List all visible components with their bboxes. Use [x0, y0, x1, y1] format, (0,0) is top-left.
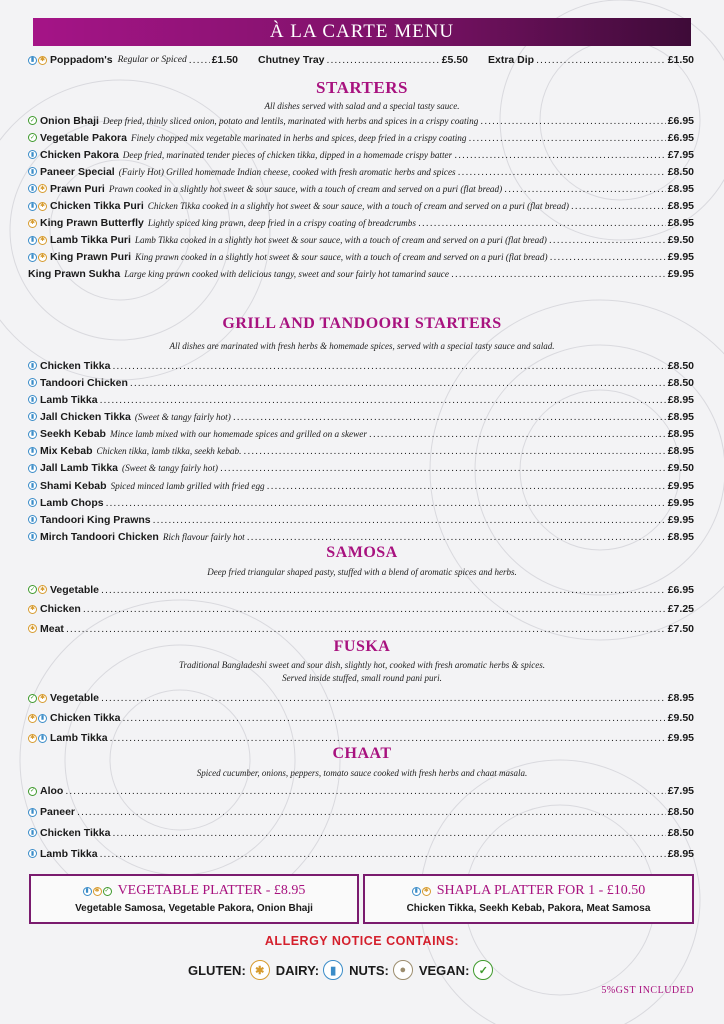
item-price: £1.50	[211, 54, 238, 66]
grill-list	[28, 357, 694, 546]
vegan-icon: ✓	[29, 788, 36, 795]
allergen-icons	[28, 116, 37, 125]
dot-leader	[504, 183, 666, 195]
section-subtitle-grill: All dishes are marinated with fresh herbs & homemade spices, served with a special tasty sauce and salad.	[169, 341, 555, 351]
item-price: £9.95	[667, 268, 694, 281]
legend-label: VEGAN:	[418, 962, 470, 978]
item-desc: Regular or Spiced	[117, 55, 187, 65]
item-price: £8.95	[667, 847, 694, 860]
dairy-icon: ▮	[28, 532, 37, 541]
item-price: £9.95	[667, 251, 694, 264]
item-name: Lamb Tikka	[40, 847, 98, 860]
menu-item-row	[28, 146, 694, 163]
gluten-icon: ✱	[39, 57, 46, 63]
item-price: £8.50	[667, 826, 694, 839]
item-name: Jall Lamb Tikka	[40, 462, 119, 475]
item-desc: Chicken Tikka cooked in a slightly hot sweet & sour sauce, with a touch of cream and served on a puri (flat bread)	[147, 201, 569, 212]
item-name: Vegetable	[50, 692, 100, 704]
menu-banner: À LA CARTE MENU	[33, 18, 691, 46]
dairy-icon: ▮	[28, 412, 37, 421]
item-name: Vegetable	[50, 583, 100, 596]
allergen-icons	[28, 481, 37, 490]
allergen-icons	[28, 734, 47, 743]
vegan-icon: ✓	[29, 695, 36, 701]
item-name: Lamb Tikka	[50, 732, 108, 744]
menu-item-row	[28, 511, 694, 528]
item-name: Seekh Kebab	[40, 428, 106, 441]
platter-desc: Chicken Tikka, Seekh Kebab, Pakora, Meat Samosa	[406, 903, 651, 914]
vegan-icon: ✓	[29, 586, 36, 593]
section-title-chaat: CHAAT	[332, 745, 392, 762]
item-desc: Deep fried, thinly sliced onion, potato and lentils, marinated with herbs and spices in a crispy coating	[102, 115, 479, 126]
dot-leader	[100, 394, 666, 406]
item-price: £8.95	[667, 692, 694, 704]
menu-item-row	[28, 391, 694, 408]
item-name: Tandoori King Prawns	[40, 513, 151, 526]
item-name: Chicken Tikka	[40, 826, 111, 839]
allergen-icons	[28, 56, 47, 65]
allergen-icons	[28, 236, 47, 245]
platter-title: VEGETABLE PLATTER - £8.95	[117, 883, 306, 898]
dairy-icon: ▮	[38, 714, 47, 723]
dot-leader	[189, 54, 210, 66]
dairy-icon: ▮	[28, 202, 37, 211]
item-name: Lamb Tikka Puri	[50, 234, 131, 247]
item-price: £7.95	[667, 148, 694, 161]
item-name: Chutney Tray	[258, 54, 325, 66]
item-price: £8.50	[667, 359, 694, 372]
allergen-icons	[28, 828, 37, 837]
item-name: Lamb Chops	[40, 496, 104, 509]
dot-leader	[369, 428, 666, 440]
allergen-icons	[28, 447, 37, 456]
gluten-icon: ✱	[39, 695, 46, 701]
vegan-icon: ✓	[29, 134, 36, 141]
section-title-samosa: SAMOSA	[326, 544, 398, 561]
gluten-icon: ✱	[39, 203, 46, 210]
dot-leader	[536, 54, 666, 66]
allergen-icons	[28, 694, 47, 703]
item-desc: (Fairly Hot) Grilled homemade Indian cheese, cooked with fresh aromatic herbs and spices	[118, 166, 456, 177]
item-price: £9.95	[667, 496, 694, 509]
dot-leader	[550, 251, 666, 263]
allergen-icons	[28, 361, 37, 370]
dot-leader	[101, 692, 666, 704]
section-subtitle-fuska-2: Served inside stuffed, small round pani puri.	[282, 673, 442, 683]
dairy-icon: ▮	[28, 56, 37, 65]
allergen-icons	[28, 219, 37, 228]
menu-item-row	[28, 129, 694, 146]
dot-leader	[100, 848, 666, 860]
dot-leader	[153, 514, 666, 526]
menu-item-row	[28, 600, 694, 620]
item-price: £9.50	[667, 234, 694, 247]
menu-item-row	[28, 180, 694, 197]
menu-item-row	[28, 426, 694, 443]
dot-leader	[454, 149, 666, 161]
item-desc: Lightly spiced king prawn, deep fried in a crispy coating of breadcrumbs	[147, 218, 416, 229]
samosa-list	[28, 580, 694, 639]
dairy-icon: ▮	[28, 464, 37, 473]
item-name: Prawn Puri	[50, 182, 105, 195]
starters-list	[28, 112, 694, 283]
dot-leader	[122, 712, 665, 724]
item-name: Chicken	[40, 603, 81, 616]
menu-item-row	[28, 619, 694, 639]
platter-title-row	[365, 883, 692, 899]
item-name: Paneer Special	[40, 165, 115, 178]
item-desc: King prawn cooked in a slightly hot sweet & sour sauce, with a touch of cream and served on a puri (flat bread)	[135, 252, 548, 263]
shapla-platter-box	[363, 874, 694, 924]
menu-item-row	[28, 408, 694, 425]
legend-nuts	[349, 960, 413, 980]
wheat-icon: ✱	[250, 960, 270, 980]
item-price: £8.95	[667, 445, 694, 458]
dot-leader	[451, 268, 666, 280]
menu-item-row	[28, 781, 694, 802]
dairy-icon: ▮	[28, 253, 37, 262]
item-desc: Deep fried, marinated tender pieces of chicken tikka, dipped in a homemade crispy batter	[122, 149, 453, 160]
item-price: £8.50	[667, 376, 694, 389]
item-price: £6.95	[667, 583, 694, 596]
gluten-icon: ✱	[29, 606, 36, 613]
allergen-icons	[28, 532, 37, 541]
dairy-icon: ▮	[28, 150, 37, 159]
dot-leader	[106, 497, 666, 509]
allergen-icons	[28, 624, 37, 633]
peanut-icon: ●	[393, 960, 413, 980]
menu-item-row	[28, 357, 694, 374]
gluten-icon: ✱	[29, 735, 36, 741]
dot-leader	[247, 531, 666, 543]
gluten-icon: ✱	[94, 888, 100, 894]
gluten-icon: ✱	[39, 237, 46, 244]
item-price: £6.95	[667, 131, 694, 144]
item-price: £8.95	[667, 182, 694, 195]
dairy-icon: ▮	[28, 498, 37, 507]
item-name: Mirch Tandoori Chicken	[40, 530, 159, 543]
item-desc: Large king prawn cooked with delicious tangy, sweet and sour fairly hot tamarind sauce	[124, 269, 449, 280]
menu-item-row	[28, 494, 694, 511]
item-desc: Rich flavour fairly hot	[162, 531, 245, 542]
allergen-icons	[28, 498, 37, 507]
menu-item-row	[28, 708, 694, 728]
section-subtitle-fuska: Traditional Bangladeshi sweet and sour dish, slightly hot, cooked with fresh aromatic herbs & spices.	[178, 660, 546, 670]
item-name: Tandoori Chicken	[40, 376, 128, 389]
item-price: £9.50	[667, 462, 694, 475]
item-price: £7.50	[667, 622, 694, 635]
legend-vegan	[419, 960, 494, 980]
legend-gluten	[188, 960, 270, 980]
dot-leader	[243, 445, 665, 457]
dot-leader	[101, 584, 666, 596]
allergen-icons	[28, 787, 37, 796]
dairy-icon: ▮	[28, 167, 37, 176]
item-price: £9.95	[667, 479, 694, 492]
item-price: £6.95	[667, 114, 694, 127]
item-name: Vegetable Pakora	[40, 131, 127, 144]
item-name: Aloo	[40, 785, 64, 798]
menu-item-row	[28, 112, 694, 129]
top-items-row	[28, 53, 694, 67]
dot-leader	[130, 377, 666, 389]
menu-item-row	[28, 843, 694, 864]
menu-item-row	[28, 443, 694, 460]
dairy-icon: ▮	[83, 887, 92, 896]
item-name: King Prawn Butterfly	[40, 217, 144, 230]
gluten-icon: ✱	[39, 185, 46, 192]
item-desc: Prawn cooked in a slightly hot sweet & sour sauce, with a touch of cream and served on a puri (flat bread)	[108, 183, 503, 194]
section-title-grill: GRILL AND TANDOORI STARTERS	[222, 315, 502, 332]
dot-leader	[220, 462, 666, 474]
vegan-check-icon: ✓	[473, 960, 493, 980]
item-price: £9.95	[667, 513, 694, 526]
item-desc: (Sweet & tangy fairly hot)	[122, 463, 218, 474]
top-item-extra-dip	[488, 53, 694, 67]
dot-leader	[112, 827, 665, 839]
dot-leader	[549, 234, 666, 246]
section-title-fuska: FUSKA	[333, 638, 391, 655]
menu-item-row	[28, 580, 694, 600]
menu-item-row	[28, 823, 694, 844]
menu-item-row	[28, 163, 694, 180]
dairy-icon: ▮	[38, 734, 47, 743]
item-desc: Lamb Tikka cooked in a slightly hot sweet & sour sauce, with a touch of cream and served on a puri (flat bread)	[134, 235, 547, 246]
allergen-icons	[28, 202, 47, 211]
vegan-icon: ✓	[29, 117, 36, 124]
item-price: £8.50	[667, 806, 694, 819]
dairy-icon: ▮	[28, 184, 37, 193]
item-price: £8.95	[667, 530, 694, 543]
dot-leader	[267, 480, 666, 492]
item-name: Chicken Tikka	[40, 359, 111, 372]
item-price: £1.50	[667, 54, 694, 66]
menu-item-row	[28, 232, 694, 249]
dot-leader	[480, 115, 665, 127]
allergen-icons	[83, 887, 112, 896]
item-name: Mix Kebab	[40, 445, 93, 458]
item-name: Chicken Tikka Puri	[50, 200, 144, 213]
item-price: £8.50	[667, 165, 694, 178]
item-price: £9.50	[667, 712, 694, 724]
allergen-icons	[28, 378, 37, 387]
item-price: £7.95	[667, 785, 694, 798]
item-name: Onion Bhaji	[40, 114, 99, 127]
item-price: £9.95	[667, 732, 694, 744]
dot-leader	[77, 806, 666, 818]
dot-leader	[110, 732, 666, 744]
allergen-icons	[28, 184, 47, 193]
dairy-icon: ▮	[28, 395, 37, 404]
fuska-list	[28, 688, 694, 748]
item-name: Poppadom's	[50, 54, 113, 66]
chaat-list	[28, 781, 694, 864]
allergen-icons	[412, 887, 431, 896]
allergen-icons	[28, 515, 37, 524]
vegan-icon: ✓	[104, 888, 110, 894]
dot-leader	[571, 200, 666, 212]
allergen-icons	[28, 849, 37, 858]
legend-label: NUTS:	[349, 962, 389, 978]
allergen-icons	[28, 605, 37, 614]
dairy-icon: ▮	[28, 849, 37, 858]
gst-note: 5%GST INCLUDED	[601, 985, 694, 996]
gluten-icon: ✱	[423, 888, 429, 894]
dairy-icon: ▮	[412, 887, 421, 896]
dairy-icon: ▮	[28, 515, 37, 524]
item-price: £8.95	[667, 217, 694, 230]
item-price: £8.95	[667, 410, 694, 423]
item-desc: Mince lamb mixed with our homemade spices and grilled on a skewer	[109, 429, 367, 440]
top-item-chutney	[258, 53, 468, 67]
allergen-icons	[28, 253, 47, 262]
gluten-icon: ✱	[29, 715, 36, 721]
menu-item-row	[28, 197, 694, 214]
legend-label: DAIRY:	[275, 962, 320, 978]
platter-title-row	[31, 883, 357, 899]
dairy-icon: ▮	[28, 828, 37, 837]
allergen-icons	[28, 150, 37, 159]
dot-leader	[469, 132, 666, 144]
item-desc: Chicken tikka, lamb tikka, seekh kebab.	[96, 446, 242, 457]
section-title-starters: STARTERS	[316, 78, 408, 97]
item-name: Meat	[40, 622, 64, 635]
gluten-icon: ✱	[29, 220, 36, 227]
gluten-icon: ✱	[39, 586, 46, 593]
allergen-icons	[28, 585, 47, 594]
allergen-icons	[28, 430, 37, 439]
legend-label: GLUTEN:	[188, 962, 246, 978]
milk-bottle-icon: ▮	[323, 960, 343, 980]
allergen-icons	[28, 133, 37, 142]
section-subtitle-samosa: Deep fried triangular shaped pasty, stuffed with a blend of aromatic spices and herbs.	[207, 567, 517, 577]
section-subtitle-starters: All dishes served with salad and a special tasty sauce.	[264, 101, 460, 111]
menu-item-row	[28, 249, 694, 266]
platter-title: SHAPLA PLATTER FOR 1 - £10.50	[436, 883, 646, 898]
menu-item-row	[28, 688, 694, 708]
gluten-icon: ✱	[29, 625, 36, 632]
allergy-notice-title: ALLERGY NOTICE CONTAINS:	[264, 934, 460, 948]
dot-leader	[112, 360, 665, 372]
allergen-icons	[28, 464, 37, 473]
platter-desc: Vegetable Samosa, Vegetable Pakora, Onion Bhaji	[75, 903, 313, 914]
allergen-icons	[28, 167, 37, 176]
item-price: £8.95	[667, 393, 694, 406]
menu-item-row	[28, 266, 694, 283]
allergen-icons	[28, 808, 37, 817]
allergen-icons	[28, 714, 47, 723]
dairy-icon: ▮	[28, 236, 37, 245]
dairy-icon: ▮	[28, 430, 37, 439]
allergy-legend	[188, 958, 548, 982]
item-name: Lamb Tikka	[40, 393, 98, 406]
dot-leader	[233, 411, 666, 423]
dot-leader	[327, 54, 440, 66]
gluten-icon: ✱	[39, 254, 46, 261]
allergen-icons	[28, 412, 37, 421]
menu-item-row	[28, 802, 694, 823]
legend-dairy	[276, 960, 343, 980]
item-name: Chicken Pakora	[40, 148, 119, 161]
item-name: King Prawn Sukha	[28, 268, 121, 281]
item-desc: Finely chopped mix vegetable marinated in herbs and spices, deep fried in a crispy coating	[130, 132, 467, 143]
item-name: Shami Kebab	[40, 479, 107, 492]
dairy-icon: ▮	[28, 447, 37, 456]
item-name: Paneer	[40, 806, 76, 819]
item-price: £8.95	[667, 428, 694, 441]
item-name: Jall Chicken Tikka	[40, 410, 131, 423]
item-desc: Spiced minced lamb grilled with fried egg	[110, 480, 265, 491]
item-price: £5.50	[441, 54, 468, 66]
dairy-icon: ▮	[28, 481, 37, 490]
menu-item-row	[28, 477, 694, 494]
dot-leader	[66, 623, 666, 635]
dairy-icon: ▮	[28, 378, 37, 387]
menu-item-row	[28, 528, 694, 545]
item-price: £7.25	[667, 603, 694, 616]
item-price: £8.95	[667, 200, 694, 213]
menu-item-row	[28, 374, 694, 391]
dot-leader	[65, 785, 665, 797]
section-subtitle-chaat: Spiced cucumber, onions, peppers, tomato sauce cooked with fresh herbs and chaat masala.	[196, 768, 528, 778]
item-desc: (Sweet & tangy fairly hot)	[134, 411, 231, 422]
item-name: Extra Dip	[488, 54, 535, 66]
dot-leader	[458, 166, 666, 178]
dot-leader	[418, 217, 666, 229]
menu-item-row	[28, 460, 694, 477]
top-item-poppadoms	[28, 53, 238, 67]
item-name: Chicken Tikka	[50, 712, 121, 724]
dairy-icon: ▮	[28, 808, 37, 817]
vegetable-platter-box	[29, 874, 359, 924]
dairy-icon: ▮	[28, 361, 37, 370]
dot-leader	[83, 603, 666, 615]
menu-item-row	[28, 215, 694, 232]
item-name: King Prawn Puri	[50, 251, 132, 264]
allergen-icons	[28, 395, 37, 404]
